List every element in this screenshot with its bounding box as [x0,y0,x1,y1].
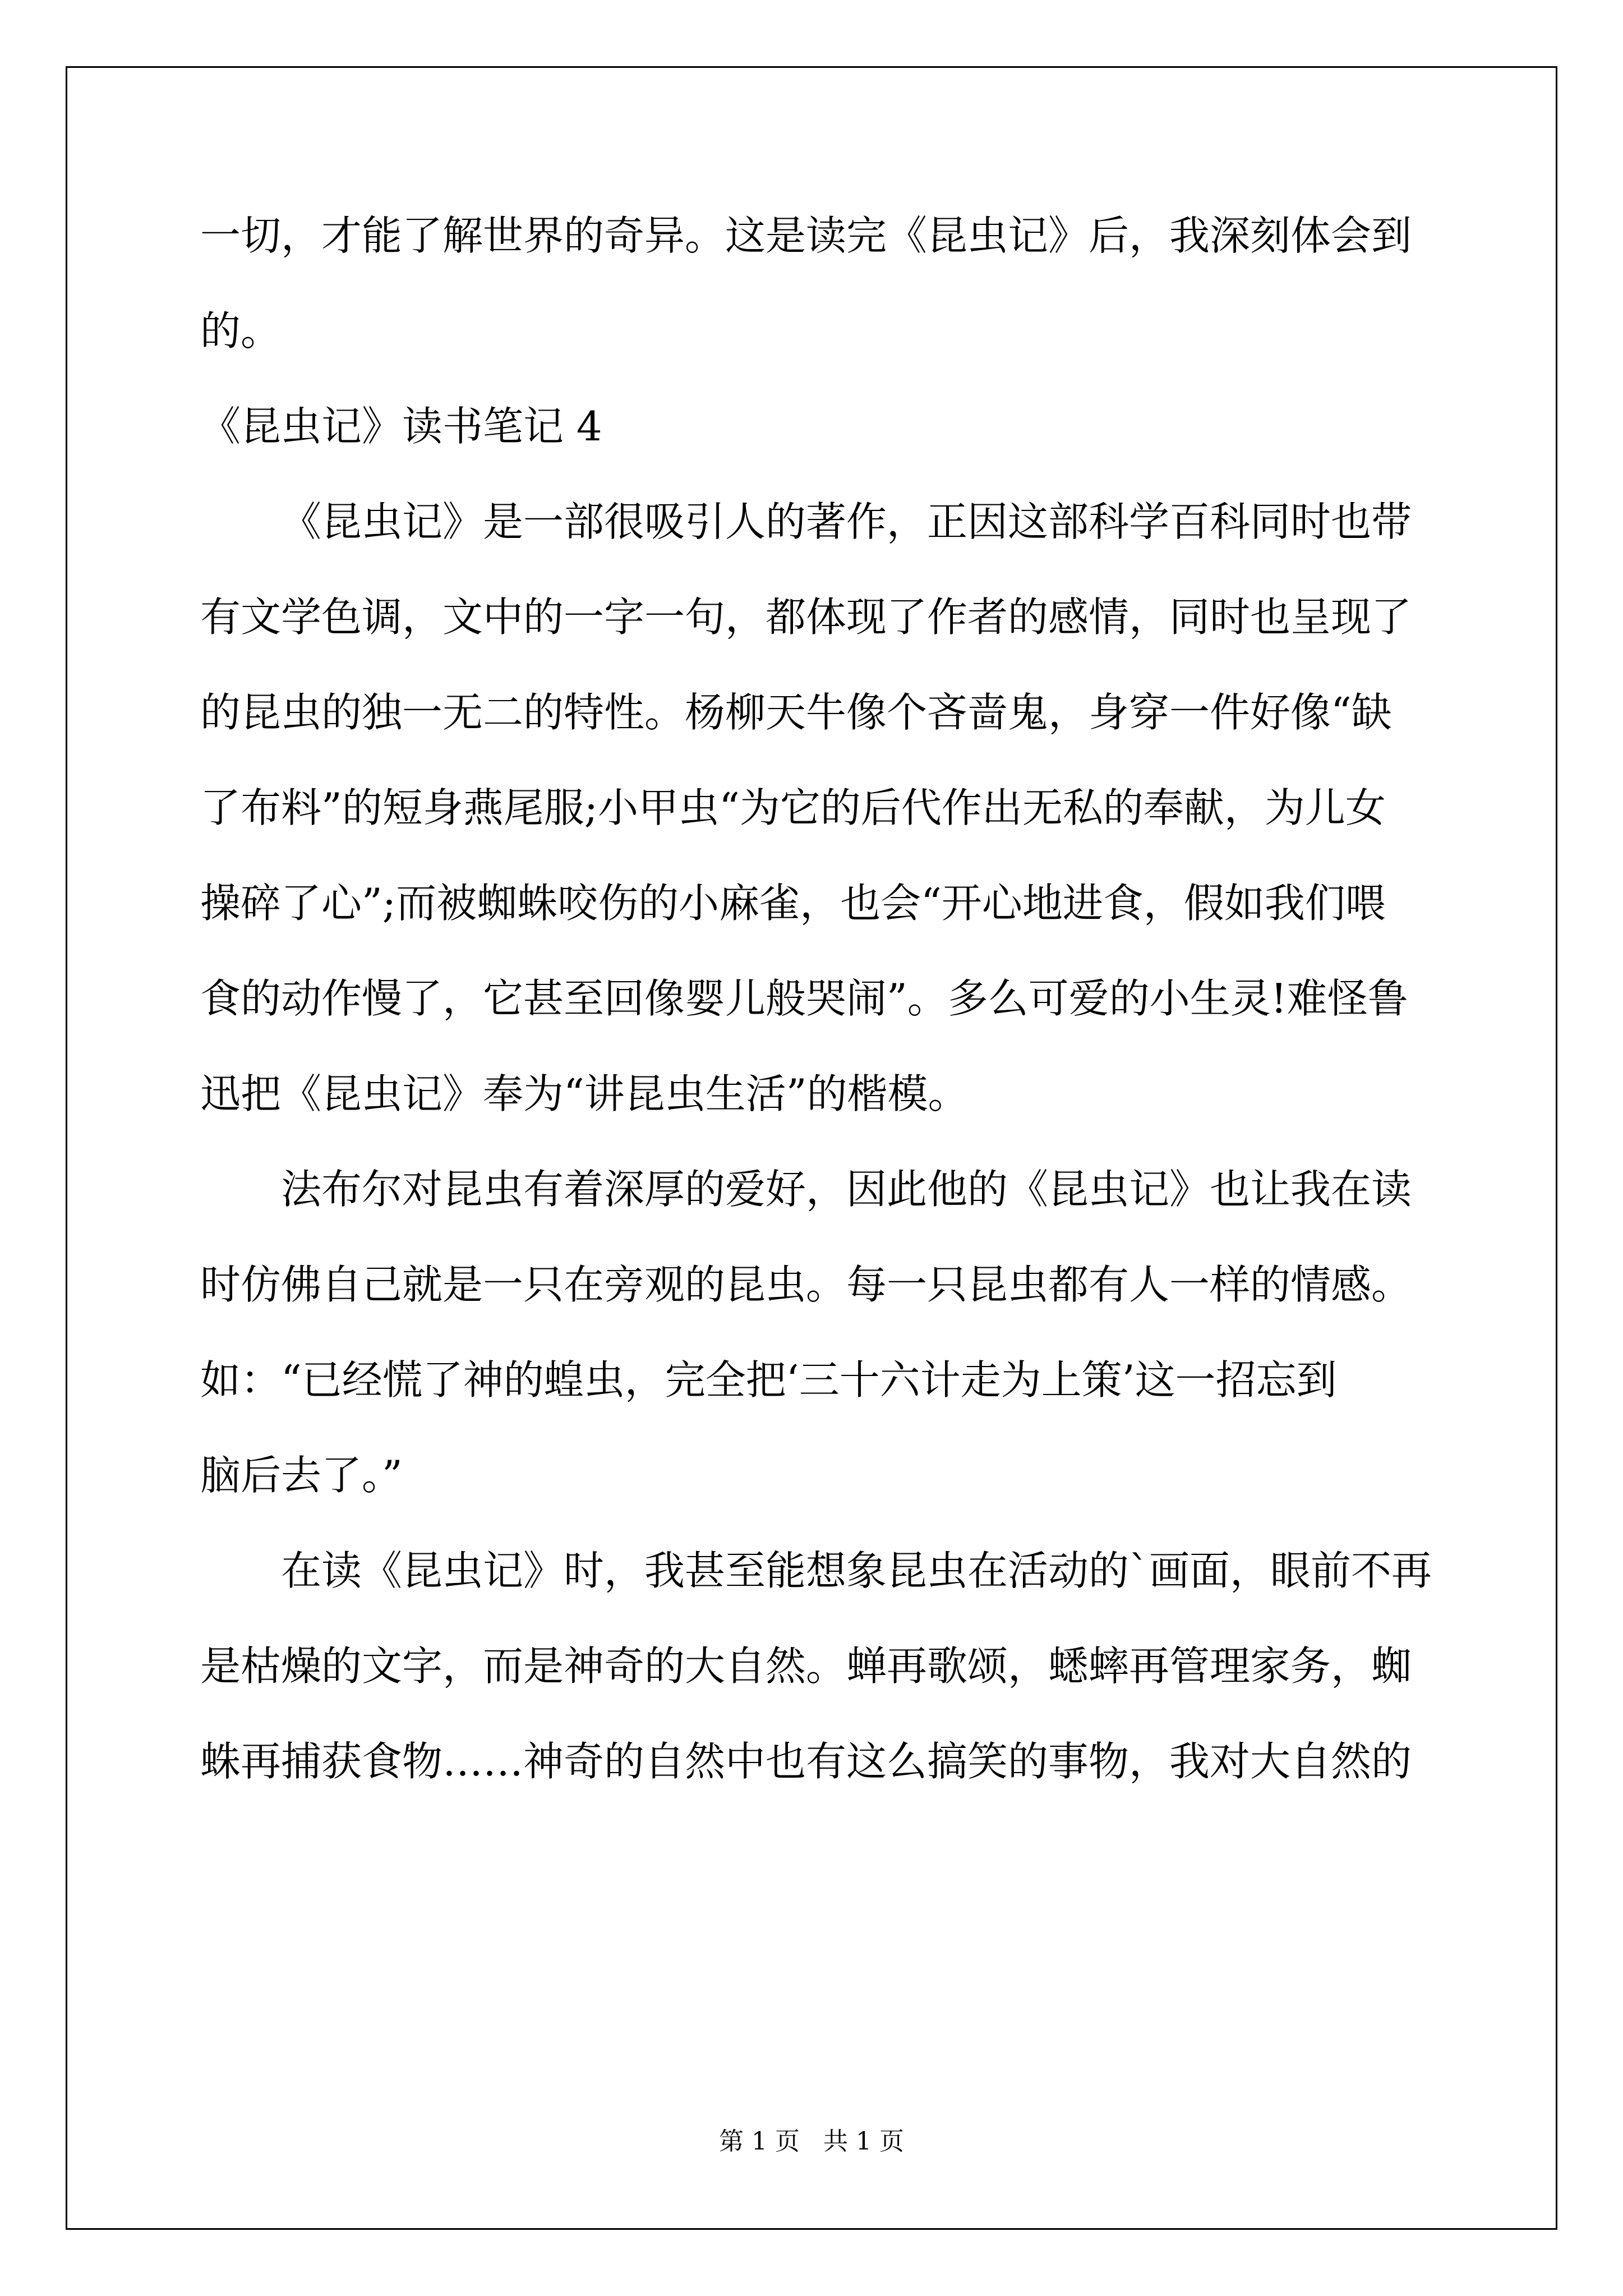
text-line: 了布料”的短身燕尾服;小甲虫“为它的后代作出无私的奉献，为儿女 [200,784,1386,831]
text-line: 的。 [200,307,282,355]
page-total: 共 1 页 [823,2127,904,2156]
text-line: 一切，才能了解世界的奇异。这是读完《昆虫记》后，我深刻体会到 [200,212,1412,259]
paragraph-line: 法布尔对昆虫有着深厚的爱好，因此他的《昆虫记》也让我在读 [281,1166,1412,1213]
text-line: 操碎了心”;而被蜘蛛咬伤的小麻雀，也会“开心地进食，假如我们喂 [200,880,1386,927]
text-line: 是枯燥的文字，而是神奇的大自然。蝉再歌颂，蟋蟀再管理家务，蜘 [200,1642,1412,1690]
text-line: 时仿佛自己就是一只在旁观的昆虫。每一只昆虫都有人一样的情感。 [200,1261,1412,1308]
paragraph-line: 在读《昆虫记》时，我甚至能想象昆虫在活动的`画面，眼前不再 [281,1547,1432,1594]
text-line: 的昆虫的独一无二的特性。杨柳天牛像个吝啬鬼，身穿一件好像“缺 [200,689,1392,736]
page-footer [0,2125,1623,2159]
text-line: 蛛再捕获食物……神奇的自然中也有这么搞笑的事物，我对大自然的 [200,1738,1412,1785]
text-line: 迅把《昆虫记》奉为“讲昆虫生活”的楷模。 [200,1070,969,1117]
text-line: 食的动作慢了，它甚至回像婴儿般哭闹”。多么可爱的小生灵!难怪鲁 [200,975,1408,1022]
paragraph-line: 《昆虫记》是一部很吸引人的著作，正因这部科学百科同时也带 [281,498,1412,545]
section-heading: 《昆虫记》读书笔记 4 [200,403,602,450]
text-line: 脑后去了。” [200,1452,403,1499]
page-number: 第 1 页 [719,2127,800,2156]
page-border [66,66,1557,2230]
text-line: 有文学色调，文中的一字一句，都体现了作者的感情，同时也呈现了 [200,593,1412,641]
text-line: 如：“已经慌了神的蝗虫，完全把‘三十六计走为上策’这一招忘到 [200,1356,1337,1404]
